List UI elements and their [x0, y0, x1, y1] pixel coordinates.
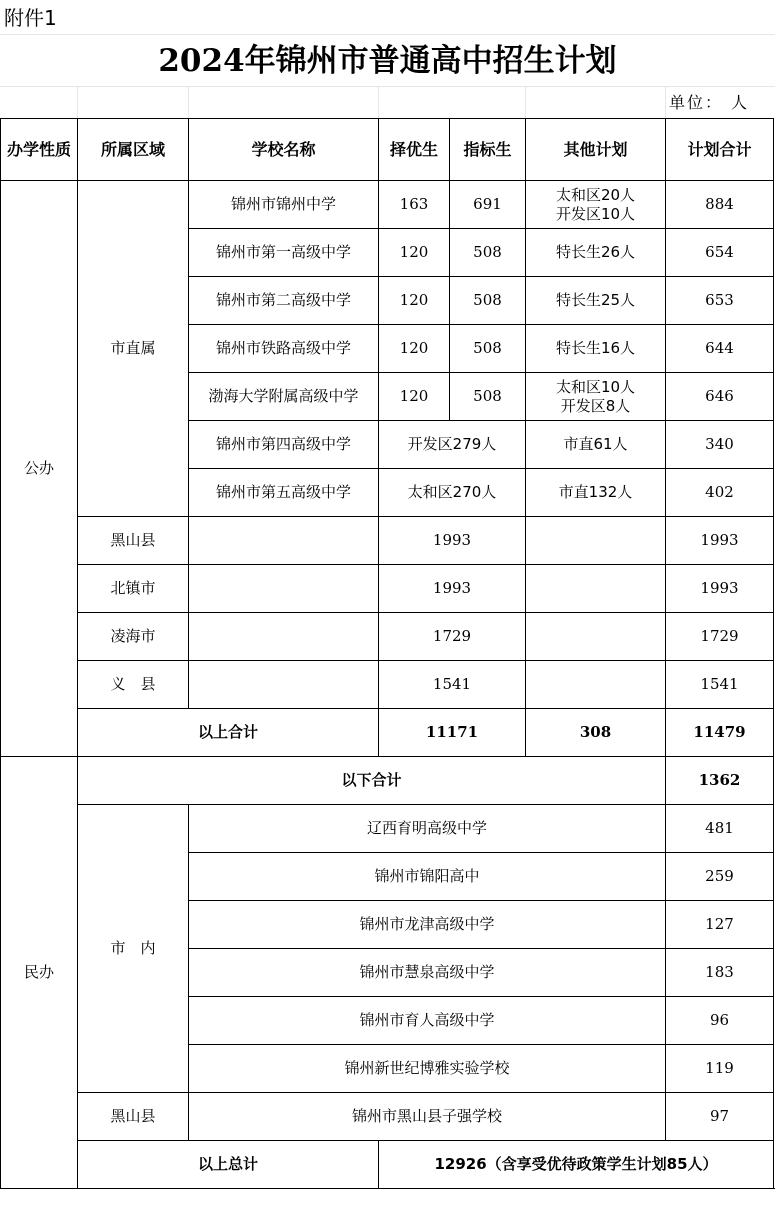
header-school: 学校名称	[189, 119, 379, 181]
plan-total: 653	[666, 277, 774, 325]
quota-count: 508	[450, 325, 526, 373]
plan-total: 1729	[666, 613, 774, 661]
plan-total: 119	[666, 1045, 774, 1093]
nature-private: 民办	[1, 757, 78, 1189]
select-count: 120	[379, 229, 450, 277]
table-row	[1, 1093, 774, 1141]
quota-count: 508	[450, 277, 526, 325]
sheet-gridline	[665, 86, 666, 118]
merged-plan: 1541	[379, 661, 526, 709]
header-other: 其他计划	[526, 119, 666, 181]
other-plan-empty	[526, 613, 666, 661]
plan-total: 96	[666, 997, 774, 1045]
school-name: 锦州市第五高级中学	[189, 469, 379, 517]
school-name: 渤海大学附属高级中学	[189, 373, 379, 421]
school-name: 辽西育明高级中学	[189, 805, 666, 853]
unit-value: 人	[730, 93, 749, 112]
quota-count: 691	[450, 181, 526, 229]
plan-total: 884	[666, 181, 774, 229]
school-name: 锦州市龙津高级中学	[189, 901, 666, 949]
sheet-gridline	[188, 86, 189, 118]
school-name: 锦州市铁路高级中学	[189, 325, 379, 373]
header-quota: 指标生	[450, 119, 526, 181]
region-city: 市 内	[78, 805, 189, 1093]
merged-plan: 太和区270人	[379, 469, 526, 517]
plan-total: 1993	[666, 565, 774, 613]
school-name: 锦州新世纪博雅实验学校	[189, 1045, 666, 1093]
school-name-empty	[189, 517, 379, 565]
school-name-empty	[189, 613, 379, 661]
other-plan	[526, 181, 666, 229]
merged-plan: 1729	[379, 613, 526, 661]
public-subtotal-row	[1, 709, 774, 757]
plan-total: 97	[666, 1093, 774, 1141]
other-plan: 特长生16人	[526, 325, 666, 373]
school-name: 锦州市锦阳高中	[189, 853, 666, 901]
other-plan: 市直61人	[526, 421, 666, 469]
merged-plan: 1993	[379, 565, 526, 613]
header-region: 所属区域	[78, 119, 189, 181]
plan-total: 1993	[666, 517, 774, 565]
other-plan-line: 开发区10人	[555, 204, 636, 223]
public-subtotal-other: 308	[526, 709, 666, 757]
sheet-gridline	[378, 86, 379, 118]
school-name: 锦州市第四高级中学	[189, 421, 379, 469]
header-nature: 办学性质	[1, 119, 78, 181]
sheet-gridline	[0, 86, 775, 87]
other-plan-empty	[526, 517, 666, 565]
grand-total-row	[1, 1141, 774, 1189]
plan-total: 646	[666, 373, 774, 421]
unit-note	[669, 92, 749, 114]
quota-count: 508	[450, 373, 526, 421]
school-name: 锦州市第一高级中学	[189, 229, 379, 277]
region-county: 北镇市	[78, 565, 189, 613]
select-count: 163	[379, 181, 450, 229]
grand-total-value: 12926（含享受优待政策学生计划85人）	[379, 1141, 774, 1189]
quota-count: 508	[450, 229, 526, 277]
plan-total: 654	[666, 229, 774, 277]
table-row	[1, 661, 774, 709]
enrollment-plan-table	[0, 118, 774, 1189]
table-row	[1, 181, 774, 229]
table-row	[1, 805, 774, 853]
plan-total: 1541	[666, 661, 774, 709]
nature-public: 公办	[1, 181, 78, 757]
select-count: 120	[379, 277, 450, 325]
plan-total: 402	[666, 469, 774, 517]
public-subtotal-label: 以上合计	[78, 709, 379, 757]
unit-label: 单位：	[668, 93, 723, 112]
header-row	[1, 119, 774, 181]
region-county: 义 县	[78, 661, 189, 709]
private-subtotal-total: 1362	[666, 757, 774, 805]
plan-total: 644	[666, 325, 774, 373]
sheet-gridline	[77, 86, 78, 118]
document-title: 2024年锦州市普通高中招生计划	[158, 43, 617, 79]
sheet-gridline	[525, 86, 526, 118]
sheet-gridline	[0, 34, 775, 35]
school-name: 锦州市第二高级中学	[189, 277, 379, 325]
header-total: 计划合计	[666, 119, 774, 181]
plan-total: 259	[666, 853, 774, 901]
private-subtotal-label: 以下合计	[78, 757, 666, 805]
other-plan: 市直132人	[526, 469, 666, 517]
merged-plan: 1993	[379, 517, 526, 565]
private-subtotal-row	[1, 757, 774, 805]
public-subtotal-merged: 11171	[379, 709, 526, 757]
other-plan: 特长生25人	[526, 277, 666, 325]
region-direct: 市直属	[78, 181, 189, 517]
table-row	[1, 517, 774, 565]
plan-total: 340	[666, 421, 774, 469]
other-plan-line: 太和区10人	[555, 377, 636, 396]
plan-total: 183	[666, 949, 774, 997]
table-row	[1, 613, 774, 661]
school-name-empty	[189, 565, 379, 613]
other-plan-line: 太和区20人	[555, 185, 636, 204]
plan-total: 127	[666, 901, 774, 949]
attachment-label: 附件1	[4, 6, 57, 30]
header-select: 择优生	[379, 119, 450, 181]
school-name: 锦州市锦州中学	[189, 181, 379, 229]
school-name-empty	[189, 661, 379, 709]
other-plan-empty	[526, 661, 666, 709]
merged-plan: 开发区279人	[379, 421, 526, 469]
public-subtotal-total: 11479	[666, 709, 774, 757]
region-county: 黑山县	[78, 1093, 189, 1141]
select-count: 120	[379, 373, 450, 421]
school-name: 锦州市慧泉高级中学	[189, 949, 666, 997]
table-row	[1, 565, 774, 613]
region-county: 凌海市	[78, 613, 189, 661]
grand-total-label: 以上总计	[78, 1141, 379, 1189]
school-name: 锦州市黑山县子强学校	[189, 1093, 666, 1141]
school-name: 锦州市育人高级中学	[189, 997, 666, 1045]
select-count: 120	[379, 325, 450, 373]
other-plan-empty	[526, 565, 666, 613]
region-county: 黑山县	[78, 517, 189, 565]
other-plan-line: 开发区8人	[560, 396, 631, 415]
plan-total: 481	[666, 805, 774, 853]
other-plan: 特长生26人	[526, 229, 666, 277]
other-plan	[526, 373, 666, 421]
